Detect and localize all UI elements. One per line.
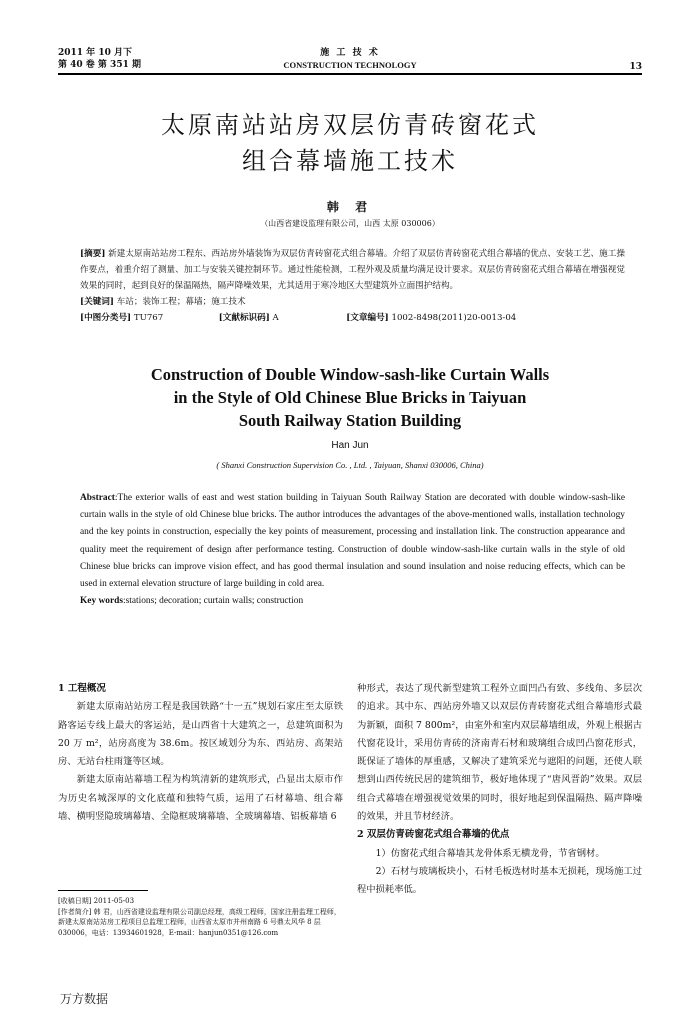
abstract-en-text: :The exterior walls of east and west station building in Taiyuan South Railway Station are decorated with double window-sash-like curtain walls in the style of old Chinese blue bricks. The author introduces the advantages of the above-mentioned walls, installation technology and the key points in construction, especially the key points of measurement, processing and installation link. The construction appearance and quality meet the requirement of design after performance testing. Construction of double window-sash-like curtain walls in the style of old Chinese blue bricks can improve vision effect, and has good thermal insulation and sound insulation and noise reducing effects, which can be used in external elevation structure of large building in cold area. xyxy=(80,493,625,590)
paragraph-1: 新建太原南站站房工程是我国铁路“十一五”规划石家庄至太原铁路客运专线上最大的客运站，是山西省十大建筑之一，总建筑面积为 20 万 m²，站房高度为 38.6m。按区域划分为东、西站房、高架站房、无站台柱雨篷等区域。 xyxy=(58,701,343,768)
header-date: 2011 年 10 月下 xyxy=(58,48,132,58)
title-cn-line1: 太原南站站房双层仿青砖窗花式 xyxy=(161,111,539,139)
title-en-line1: Construction of Double Window-sash-like Curtain Walls xyxy=(150,365,550,384)
footnote xyxy=(58,896,343,938)
section-1-title: 1 工程概况 xyxy=(58,683,106,694)
paragraph-4: 2）石材与玻璃板块小，石材毛板选材时基本无损耗，现场施工过程中损耗率低。 xyxy=(357,865,642,896)
watermark: 万方数据 xyxy=(60,992,109,1006)
affiliation-en: ( Shanxi Construction Supervision Co. , Ltd. , Taiyuan, Shanxi 030006, China) xyxy=(216,460,484,470)
title-cn-line2: 组合幕墙施工技术 xyxy=(242,147,458,175)
keywords-cn-label: [关键词] xyxy=(80,297,114,307)
footnote-rule xyxy=(58,890,148,891)
keywords-en-label: Key words xyxy=(80,596,123,607)
keywords-en: :stations; decoration; curtain walls; construction xyxy=(122,596,304,607)
paragraph-2-continued: 种形式，表达了现代新型建筑工程外立面凹凸有致、多线角、多层次的追求。其中东、西站房外墙又以双层仿青砖窗花式组合幕墙形式最为新颖，面积 7 800m²，由室外和室内双层幕墙组成，外观上根据古代窗花设计，采用仿青砖的济南青石材和玻璃组合成凹凸窗花形式，既保证了墙体的厚重感，又解决了建筑采光与遮阳的问题，还使人联想到山西传统民居的建筑细节，极好地体现了“唐风晋韵”效果。双层组合式幕墙在增强视觉效果的同时，很好地起到保温隔热、隔声降噪的效果，并且节材经济。 xyxy=(357,683,642,823)
header-volume: 第 40 卷 第 351 期 xyxy=(58,60,141,70)
abstract-cn-label: [摘要] xyxy=(80,249,106,259)
clc-value: TU767 xyxy=(133,313,164,323)
article-number-label: [文章编号] xyxy=(346,313,389,323)
abstract-en-label: Abstract xyxy=(80,493,115,503)
paragraph-3: 1）仿窗花式组合幕墙其龙骨体系无横龙骨，节省钢材。 xyxy=(375,847,605,859)
footnote-received: [收稿日期] 2011-05-03 xyxy=(58,897,135,905)
footnote-bio: [作者简介] 韩 君，山西省建设监理有限公司副总经理，高级工程师，国家注册监理工程师，新建太原南站站房工程项目总监理工程师，山西省太原市并州南路 6 号鼎太风华 8 层 030006，电话：13934601928，E-mail：hanjun0351@126.com xyxy=(58,907,341,937)
author-en: Han Jun xyxy=(331,440,369,451)
header-rule xyxy=(58,73,642,75)
abstract-cn-text: 新建太原南站站房工程东、西站房外墙装饰为双层仿青砖窗花式组合幕墙。介绍了双层仿青砖窗花式组合幕墙的优点、安装工艺、施工操作要点，着重介绍了测量、加工与安装关键控制环节。通过性能检测，工程外观及质量均满足设计要求。双层仿青砖窗花式组合幕墙在增强视觉效果的同时，起到良好的保温隔热，隔声降噪效果，尤其适用于寒冷地区大型建筑外立面围护结构。 xyxy=(80,249,625,291)
affiliation-cn: （山西省建设监理有限公司，山西 太原 030006） xyxy=(260,219,440,228)
doc-code-label: [文献标识码] xyxy=(218,313,270,323)
clc-label: [中图分类号] xyxy=(80,313,132,323)
header-page-number: 13 xyxy=(629,62,642,72)
article-number-value: 1002-8498(2011)20-0013-04 xyxy=(391,313,517,323)
paragraph-2: 新建太原南站幕墙工程为构筑清新的建筑形式，凸显出太原市作为历史名城深厚的文化底蕴和独特气质，运用了石材幕墙、组合幕墙、横明竖隐玻璃幕墙、全隐框玻璃幕墙、全玻璃幕墙、铝板幕墙 6 xyxy=(58,774,343,823)
body-left-column xyxy=(58,680,343,826)
keywords-cn: 车站；装饰工程；幕墙；施工技术 xyxy=(116,297,246,307)
section-2-title: 2 双层仿青砖窗花式组合幕墙的优点 xyxy=(357,829,510,841)
title-en-line2: in the Style of Old Chinese Blue Bricks in Taiyuan xyxy=(173,388,527,407)
author-cn: 韩 君 xyxy=(326,200,374,214)
header-journal-en: CONSTRUCTION TECHNOLOGY xyxy=(283,60,417,70)
abstract-cn xyxy=(80,246,625,326)
abstract-en xyxy=(80,490,625,610)
doc-code-value: A xyxy=(272,313,279,323)
title-en-line3: South Railway Station Building xyxy=(238,411,462,430)
body-right-column xyxy=(357,680,642,900)
header-journal-cn: 施 工 技 术 xyxy=(320,48,380,58)
